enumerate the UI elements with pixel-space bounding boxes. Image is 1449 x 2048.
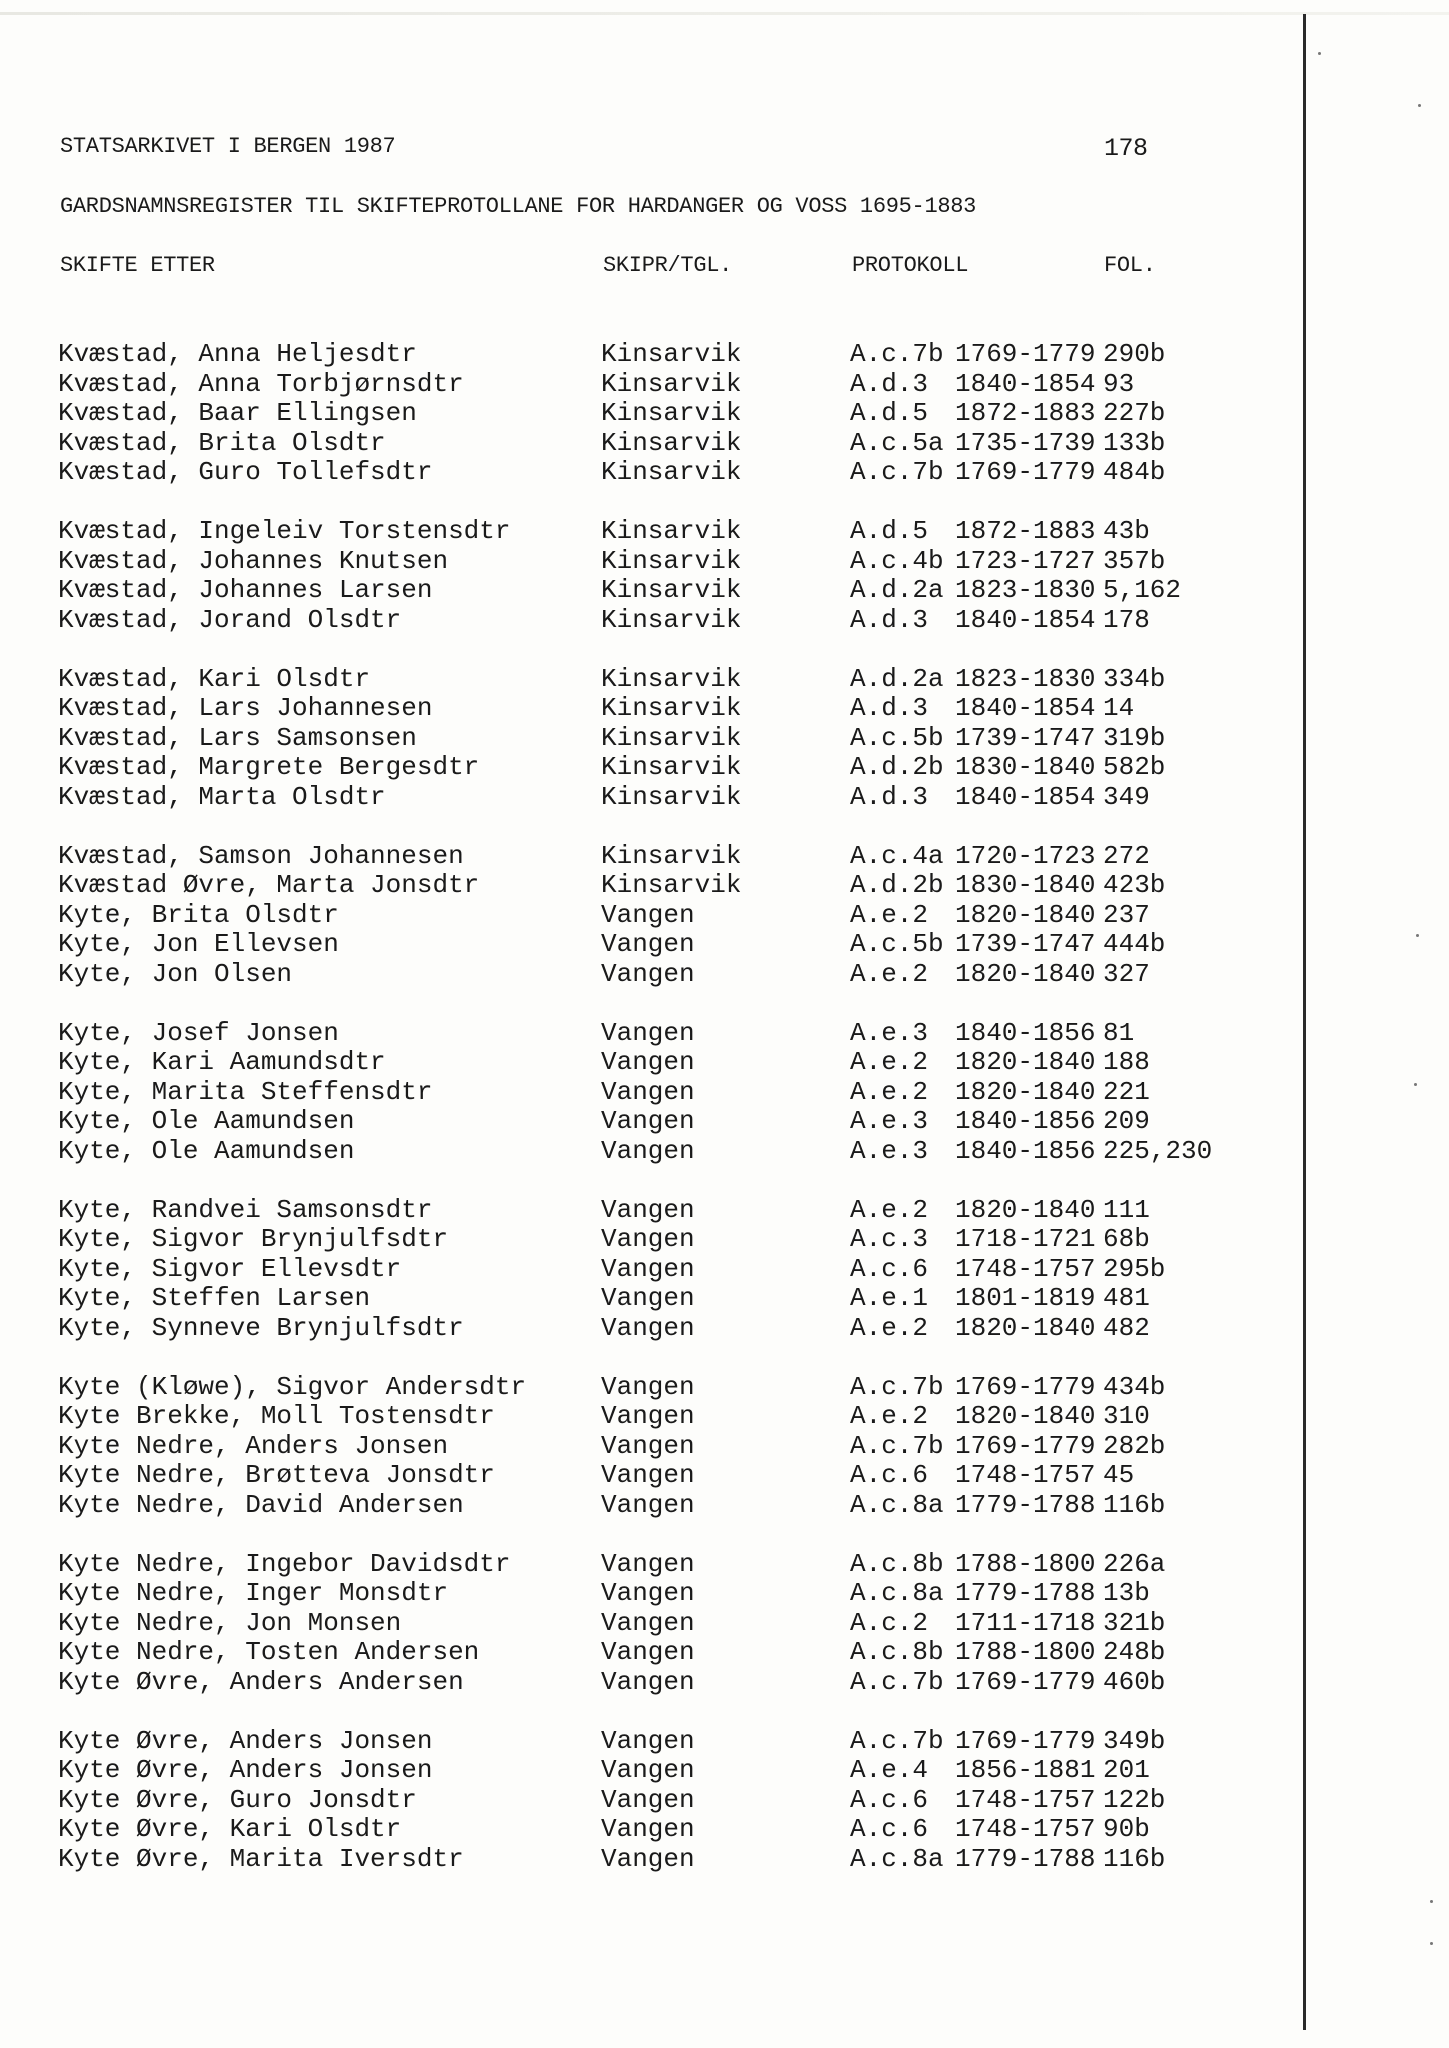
entry-name: Kyte, Randvei Samsonsdtr <box>58 1194 433 1225</box>
entry-protocol: A.c.6 <box>850 1253 929 1284</box>
entry-years: 1820-1840 <box>955 958 1096 989</box>
entry-place: Vangen <box>601 1607 695 1638</box>
register-row <box>58 340 1258 370</box>
register-row <box>58 1137 1258 1167</box>
register-row <box>58 1491 1258 1521</box>
register-row <box>58 960 1258 990</box>
entry-place: Vangen <box>601 1076 695 1107</box>
entry-place: Vangen <box>601 1666 695 1697</box>
entry-place: Vangen <box>601 929 695 959</box>
entry-name: Kyte Øvre, Marita Iversdtr <box>58 1843 464 1874</box>
entry-name: Kyte, Marita Steffensdtr <box>58 1076 433 1107</box>
entry-protocol: A.d.5 <box>850 398 929 428</box>
register-entries <box>58 340 1258 1904</box>
entry-years: 1748-1757 <box>955 1460 1096 1490</box>
register-row <box>58 517 1258 547</box>
register-row <box>58 1815 1258 1845</box>
entry-years: 1779-1788 <box>955 1843 1096 1874</box>
entry-place: Vangen <box>601 1430 695 1461</box>
entry-years: 1840-1854 <box>955 368 1096 399</box>
entry-name: Kvæstad, Lars Samsonsen <box>58 722 417 753</box>
entry-folio: 282b <box>1103 1430 1166 1461</box>
entry-place: Vangen <box>601 1371 695 1402</box>
entry-name: Kyte, Ole Aamundsen <box>58 1135 355 1166</box>
entry-folio: 434b <box>1103 1371 1166 1402</box>
page-right-rule <box>1303 14 1306 2030</box>
entry-protocol: A.e.1 <box>850 1283 929 1313</box>
register-row <box>58 1461 1258 1491</box>
entry-years: 1711-1718 <box>955 1607 1096 1638</box>
entry-protocol: A.d.2b <box>850 870 944 900</box>
entry-folio: 295b <box>1103 1253 1166 1284</box>
entry-protocol: A.c.8b <box>850 1637 944 1667</box>
entry-name: Kvæstad, Guro Tollefsdtr <box>58 457 433 487</box>
scan-top-edge <box>0 12 1449 15</box>
entry-place: Vangen <box>601 1194 695 1225</box>
entry-protocol: A.d.5 <box>850 516 929 546</box>
entry-place: Vangen <box>601 1135 695 1166</box>
scan-speck <box>1430 1900 1433 1903</box>
entry-protocol: A.c.7b <box>850 1666 944 1697</box>
entry-name: Kyte Nedre, Brøtteva Jonsdtr <box>58 1460 495 1490</box>
entry-years: 1739-1747 <box>955 722 1096 753</box>
register-row <box>58 694 1258 724</box>
entry-name: Kvæstad, Samson Johannesen <box>58 840 464 871</box>
entry-protocol: A.c.8b <box>850 1548 944 1579</box>
entry-years: 1820-1840 <box>955 1312 1096 1343</box>
register-row <box>58 871 1258 901</box>
register-row <box>58 665 1258 695</box>
entry-years: 1801-1819 <box>955 1283 1096 1313</box>
register-row <box>58 1845 1258 1875</box>
entry-group <box>58 665 1258 813</box>
entry-years: 1820-1840 <box>955 1047 1096 1077</box>
entry-place: Vangen <box>601 1253 695 1284</box>
entry-place: Kinsarvik <box>601 722 742 753</box>
entry-protocol: A.c.5b <box>850 929 944 959</box>
entry-group <box>58 1373 1258 1521</box>
entry-protocol: A.e.2 <box>850 1312 929 1343</box>
entry-place: Kinsarvik <box>601 752 742 782</box>
entry-folio: 460b <box>1103 1666 1166 1697</box>
entry-years: 1823-1830 <box>955 575 1096 605</box>
entry-protocol: A.c.8a <box>850 1843 944 1874</box>
entry-place: Vangen <box>601 1637 695 1667</box>
entry-place: Vangen <box>601 1548 695 1579</box>
entry-years: 1840-1856 <box>955 1135 1096 1166</box>
register-row <box>58 370 1258 400</box>
entry-place: Vangen <box>601 1755 695 1785</box>
entry-protocol: A.e.2 <box>850 1076 929 1107</box>
entry-place: Kinsarvik <box>601 545 742 576</box>
entry-folio: 272 <box>1103 840 1150 871</box>
scan-speck <box>1430 1942 1433 1945</box>
register-row <box>58 901 1258 931</box>
entry-years: 1840-1856 <box>955 1017 1096 1048</box>
entry-place: Vangen <box>601 1401 695 1431</box>
entry-folio: 201 <box>1103 1755 1150 1785</box>
archive-heading: STATSARKIVET I BERGEN 1987 <box>60 134 396 159</box>
entry-protocol: A.d.2a <box>850 575 944 605</box>
register-row <box>58 842 1258 872</box>
entry-name: Kyte Øvre, Kari Olsdtr <box>58 1814 402 1844</box>
entry-protocol: A.c.2 <box>850 1607 929 1638</box>
entry-years: 1830-1840 <box>955 752 1096 782</box>
entry-years: 1769-1779 <box>955 339 1096 369</box>
entry-group <box>58 517 1258 635</box>
entry-name: Kvæstad, Margrete Bergesdtr <box>58 752 480 782</box>
entry-name: Kyte Øvre, Anders Andersen <box>58 1666 464 1697</box>
entry-name: Kvæstad, Jorand Olsdtr <box>58 604 402 635</box>
entry-folio: 43b <box>1103 516 1150 546</box>
entry-folio: 327 <box>1103 958 1150 989</box>
register-row <box>58 1668 1258 1698</box>
entry-years: 1840-1854 <box>955 604 1096 635</box>
entry-name: Kyte, Steffen Larsen <box>58 1283 371 1313</box>
entry-years: 1856-1881 <box>955 1755 1096 1785</box>
register-row <box>58 1579 1258 1609</box>
entry-name: Kyte Nedre, Jon Monsen <box>58 1607 402 1638</box>
entry-folio: 482 <box>1103 1312 1150 1343</box>
entry-protocol: A.c.8a <box>850 1578 944 1608</box>
entry-name: Kyte, Synneve Brynjulfsdtr <box>58 1312 464 1343</box>
column-header-folio: FOL. <box>1104 253 1156 278</box>
entry-protocol: A.c.8a <box>850 1489 944 1520</box>
entry-name: Kyte, Josef Jonsen <box>58 1017 339 1048</box>
entry-protocol: A.e.4 <box>850 1755 929 1785</box>
entry-folio: 248b <box>1103 1637 1166 1667</box>
scan-speck <box>1416 934 1419 937</box>
scan-speck <box>1318 52 1321 55</box>
entry-protocol: A.d.2a <box>850 663 944 694</box>
register-row <box>58 783 1258 813</box>
entry-folio: 444b <box>1103 929 1166 959</box>
entry-name: Kvæstad, Kari Olsdtr <box>58 663 371 694</box>
entry-name: Kvæstad, Lars Johannesen <box>58 693 433 723</box>
entry-group <box>58 842 1258 990</box>
entry-protocol: A.c.4a <box>850 840 944 871</box>
entry-group <box>58 1196 1258 1344</box>
entry-name: Kyte Brekke, Moll Tostensdtr <box>58 1401 495 1431</box>
register-row <box>58 1019 1258 1049</box>
entry-name: Kyte Nedre, Inger Monsdtr <box>58 1578 449 1608</box>
entry-protocol: A.c.7b <box>850 339 944 369</box>
entry-place: Vangen <box>601 1224 695 1254</box>
entry-years: 1788-1800 <box>955 1637 1096 1667</box>
entry-years: 1788-1800 <box>955 1548 1096 1579</box>
column-header-protocol: PROTOKOLL <box>852 253 969 278</box>
entry-years: 1769-1779 <box>955 1725 1096 1756</box>
entry-name: Kvæstad, Marta Olsdtr <box>58 781 386 812</box>
entry-protocol: A.d.3 <box>850 781 929 812</box>
entry-name: Kvæstad, Johannes Larsen <box>58 575 433 605</box>
entry-folio: 81 <box>1103 1017 1135 1048</box>
entry-name: Kyte Nedre, Tosten Andersen <box>58 1637 480 1667</box>
entry-protocol: A.c.7b <box>850 1725 944 1756</box>
entry-protocol: A.c.6 <box>850 1784 929 1815</box>
entry-years: 1735-1739 <box>955 427 1096 458</box>
entry-years: 1779-1788 <box>955 1578 1096 1608</box>
entry-place: Kinsarvik <box>601 840 742 871</box>
register-row <box>58 1078 1258 1108</box>
entry-folio: 225,230 <box>1103 1135 1213 1166</box>
entry-name: Kyte Nedre, Ingebor Davidsdtr <box>58 1548 511 1579</box>
entry-folio: 349b <box>1103 1725 1166 1756</box>
entry-name: Kyte, Sigvor Ellevsdtr <box>58 1253 402 1284</box>
entry-name: Kvæstad, Anna Heljesdtr <box>58 339 417 369</box>
entry-place: Kinsarvik <box>601 368 742 399</box>
scan-speck <box>1414 1083 1417 1086</box>
entry-name: Kvæstad, Baar Ellingsen <box>58 398 417 428</box>
entry-years: 1723-1727 <box>955 545 1096 576</box>
entry-group <box>58 340 1258 488</box>
register-row <box>58 1756 1258 1786</box>
entry-place: Kinsarvik <box>601 457 742 487</box>
entry-years: 1840-1854 <box>955 693 1096 723</box>
entry-folio: 122b <box>1103 1784 1166 1815</box>
entry-place: Vangen <box>601 1843 695 1874</box>
entry-name: Kyte Øvre, Guro Jonsdtr <box>58 1784 417 1815</box>
entry-place: Kinsarvik <box>601 575 742 605</box>
column-header-name: SKIFTE ETTER <box>60 253 215 278</box>
register-row <box>58 1638 1258 1668</box>
register-row <box>58 576 1258 606</box>
register-row <box>58 1786 1258 1816</box>
register-row <box>58 1107 1258 1137</box>
entry-place: Kinsarvik <box>601 427 742 458</box>
register-row <box>58 429 1258 459</box>
scan-speck <box>1418 104 1421 107</box>
register-row <box>58 1284 1258 1314</box>
entry-place: Vangen <box>601 1489 695 1520</box>
entry-protocol: A.c.7b <box>850 457 944 487</box>
entry-place: Kinsarvik <box>601 604 742 635</box>
entry-years: 1739-1747 <box>955 929 1096 959</box>
entry-protocol: A.e.2 <box>850 1401 929 1431</box>
entry-place: Vangen <box>601 1814 695 1844</box>
register-row <box>58 547 1258 577</box>
page-number: 178 <box>1104 134 1148 163</box>
column-header-place: SKIPR/TGL. <box>603 253 733 278</box>
entry-years: 1872-1883 <box>955 516 1096 546</box>
entry-folio: 68b <box>1103 1224 1150 1254</box>
entry-protocol: A.d.3 <box>850 693 929 723</box>
register-row <box>58 1314 1258 1344</box>
entry-folio: 423b <box>1103 870 1166 900</box>
entry-protocol: A.e.3 <box>850 1017 929 1048</box>
entry-folio: 310 <box>1103 1401 1150 1431</box>
entry-folio: 45 <box>1103 1460 1135 1490</box>
entry-protocol: A.c.7b <box>850 1430 944 1461</box>
entry-folio: 321b <box>1103 1607 1166 1638</box>
register-row <box>58 1048 1258 1078</box>
entry-folio: 13b <box>1103 1578 1150 1608</box>
entry-place: Vangen <box>601 1106 695 1136</box>
entry-folio: 484b <box>1103 457 1166 487</box>
entry-name: Kyte, Jon Olsen <box>58 958 293 989</box>
entry-years: 1748-1757 <box>955 1814 1096 1844</box>
entry-name: Kvæstad, Anna Torbjørnsdtr <box>58 368 464 399</box>
register-row <box>58 753 1258 783</box>
entry-folio: 116b <box>1103 1489 1166 1520</box>
register-row <box>58 1196 1258 1226</box>
entry-years: 1823-1830 <box>955 663 1096 694</box>
entry-name: Kyte Øvre, Anders Jonsen <box>58 1755 433 1785</box>
entry-years: 1769-1779 <box>955 1666 1096 1697</box>
entry-years: 1820-1840 <box>955 1194 1096 1225</box>
entry-name: Kvæstad, Brita Olsdtr <box>58 427 386 458</box>
entry-folio: 237 <box>1103 899 1150 930</box>
entry-folio: 319b <box>1103 722 1166 753</box>
entry-name: Kyte, Sigvor Brynjulfsdtr <box>58 1224 449 1254</box>
entry-years: 1779-1788 <box>955 1489 1096 1520</box>
entry-protocol: A.c.6 <box>850 1460 929 1490</box>
entry-place: Kinsarvik <box>601 663 742 694</box>
entry-name: Kyte Nedre, David Andersen <box>58 1489 464 1520</box>
register-row <box>58 606 1258 636</box>
register-row <box>58 399 1258 429</box>
entry-name: Kyte (Kløwe), Sigvor Andersdtr <box>58 1371 527 1402</box>
entry-years: 1840-1856 <box>955 1106 1096 1136</box>
entry-folio: 133b <box>1103 427 1166 458</box>
entry-protocol: A.c.6 <box>850 1814 929 1844</box>
entry-folio: 357b <box>1103 545 1166 576</box>
entry-place: Vangen <box>601 1725 695 1756</box>
register-row <box>58 1225 1258 1255</box>
entry-folio: 227b <box>1103 398 1166 428</box>
entry-protocol: A.e.3 <box>850 1106 929 1136</box>
entry-name: Kyte, Kari Aamundsdtr <box>58 1047 386 1077</box>
entry-years: 1830-1840 <box>955 870 1096 900</box>
entry-name: Kvæstad Øvre, Marta Jonsdtr <box>58 870 480 900</box>
entry-group <box>58 1019 1258 1167</box>
entry-group <box>58 1727 1258 1875</box>
entry-folio: 226a <box>1103 1548 1166 1579</box>
entry-place: Kinsarvik <box>601 398 742 428</box>
register-row <box>58 930 1258 960</box>
entry-name: Kvæstad, Johannes Knutsen <box>58 545 449 576</box>
entry-name: Kyte Nedre, Anders Jonsen <box>58 1430 449 1461</box>
register-row <box>58 1373 1258 1403</box>
entry-protocol: A.e.2 <box>850 1047 929 1077</box>
entry-protocol: A.d.2b <box>850 752 944 782</box>
entry-years: 1748-1757 <box>955 1784 1096 1815</box>
entry-protocol: A.e.3 <box>850 1135 929 1166</box>
entry-name: Kyte, Brita Olsdtr <box>58 899 339 930</box>
entry-name: Kyte, Ole Aamundsen <box>58 1106 355 1136</box>
entry-folio: 111 <box>1103 1194 1150 1225</box>
entry-place: Kinsarvik <box>601 870 742 900</box>
entry-folio: 221 <box>1103 1076 1150 1107</box>
register-row <box>58 1432 1258 1462</box>
entry-folio: 481 <box>1103 1283 1150 1313</box>
entry-place: Vangen <box>601 1312 695 1343</box>
register-row <box>58 1255 1258 1285</box>
entry-protocol: A.d.3 <box>850 604 929 635</box>
entry-protocol: A.d.3 <box>850 368 929 399</box>
entry-place: Vangen <box>601 1578 695 1608</box>
entry-years: 1720-1723 <box>955 840 1096 871</box>
entry-folio: 90b <box>1103 1814 1150 1844</box>
entry-place: Kinsarvik <box>601 693 742 723</box>
entry-protocol: A.c.3 <box>850 1224 929 1254</box>
register-row <box>58 724 1258 754</box>
entry-protocol: A.c.4b <box>850 545 944 576</box>
entry-name: Kyte, Jon Ellevsen <box>58 929 339 959</box>
register-row <box>58 1727 1258 1757</box>
entry-years: 1769-1779 <box>955 1371 1096 1402</box>
register-row <box>58 1609 1258 1639</box>
entry-folio: 209 <box>1103 1106 1150 1136</box>
entry-group <box>58 1550 1258 1698</box>
entry-place: Vangen <box>601 1047 695 1077</box>
register-row <box>58 1550 1258 1580</box>
entry-protocol: A.e.2 <box>850 1194 929 1225</box>
entry-place: Vangen <box>601 1283 695 1313</box>
entry-years: 1820-1840 <box>955 899 1096 930</box>
entry-place: Kinsarvik <box>601 516 742 546</box>
entry-place: Vangen <box>601 1017 695 1048</box>
entry-years: 1820-1840 <box>955 1076 1096 1107</box>
register-row <box>58 1402 1258 1432</box>
entry-folio: 14 <box>1103 693 1135 723</box>
entry-years: 1872-1883 <box>955 398 1096 428</box>
entry-years: 1820-1840 <box>955 1401 1096 1431</box>
entry-place: Kinsarvik <box>601 339 742 369</box>
entry-folio: 178 <box>1103 604 1150 635</box>
entry-years: 1748-1757 <box>955 1253 1096 1284</box>
entry-years: 1718-1721 <box>955 1224 1096 1254</box>
entry-place: Kinsarvik <box>601 781 742 812</box>
entry-folio: 188 <box>1103 1047 1150 1077</box>
entry-protocol: A.c.5b <box>850 722 944 753</box>
entry-place: Vangen <box>601 899 695 930</box>
entry-folio: 349 <box>1103 781 1150 812</box>
entry-folio: 93 <box>1103 368 1135 399</box>
entry-years: 1769-1779 <box>955 457 1096 487</box>
entry-name: Kvæstad, Ingeleiv Torstensdtr <box>58 516 511 546</box>
entry-protocol: A.e.2 <box>850 899 929 930</box>
entry-years: 1769-1779 <box>955 1430 1096 1461</box>
entry-folio: 290b <box>1103 339 1166 369</box>
entry-place: Vangen <box>601 1460 695 1490</box>
entry-folio: 582b <box>1103 752 1166 782</box>
entry-place: Vangen <box>601 958 695 989</box>
entry-folio: 5,162 <box>1103 575 1182 605</box>
entry-name: Kyte Øvre, Anders Jonsen <box>58 1725 433 1756</box>
register-row <box>58 458 1258 488</box>
entry-protocol: A.c.5a <box>850 427 944 458</box>
entry-years: 1840-1854 <box>955 781 1096 812</box>
entry-protocol: A.c.7b <box>850 1371 944 1402</box>
register-title: GARDSNAMNSREGISTER TIL SKIFTEPROTOLLANE FOR HARDANGER OG VOSS 1695-1883 <box>60 194 977 219</box>
entry-folio: 334b <box>1103 663 1166 694</box>
entry-protocol: A.e.2 <box>850 958 929 989</box>
entry-folio: 116b <box>1103 1843 1166 1874</box>
entry-place: Vangen <box>601 1784 695 1815</box>
